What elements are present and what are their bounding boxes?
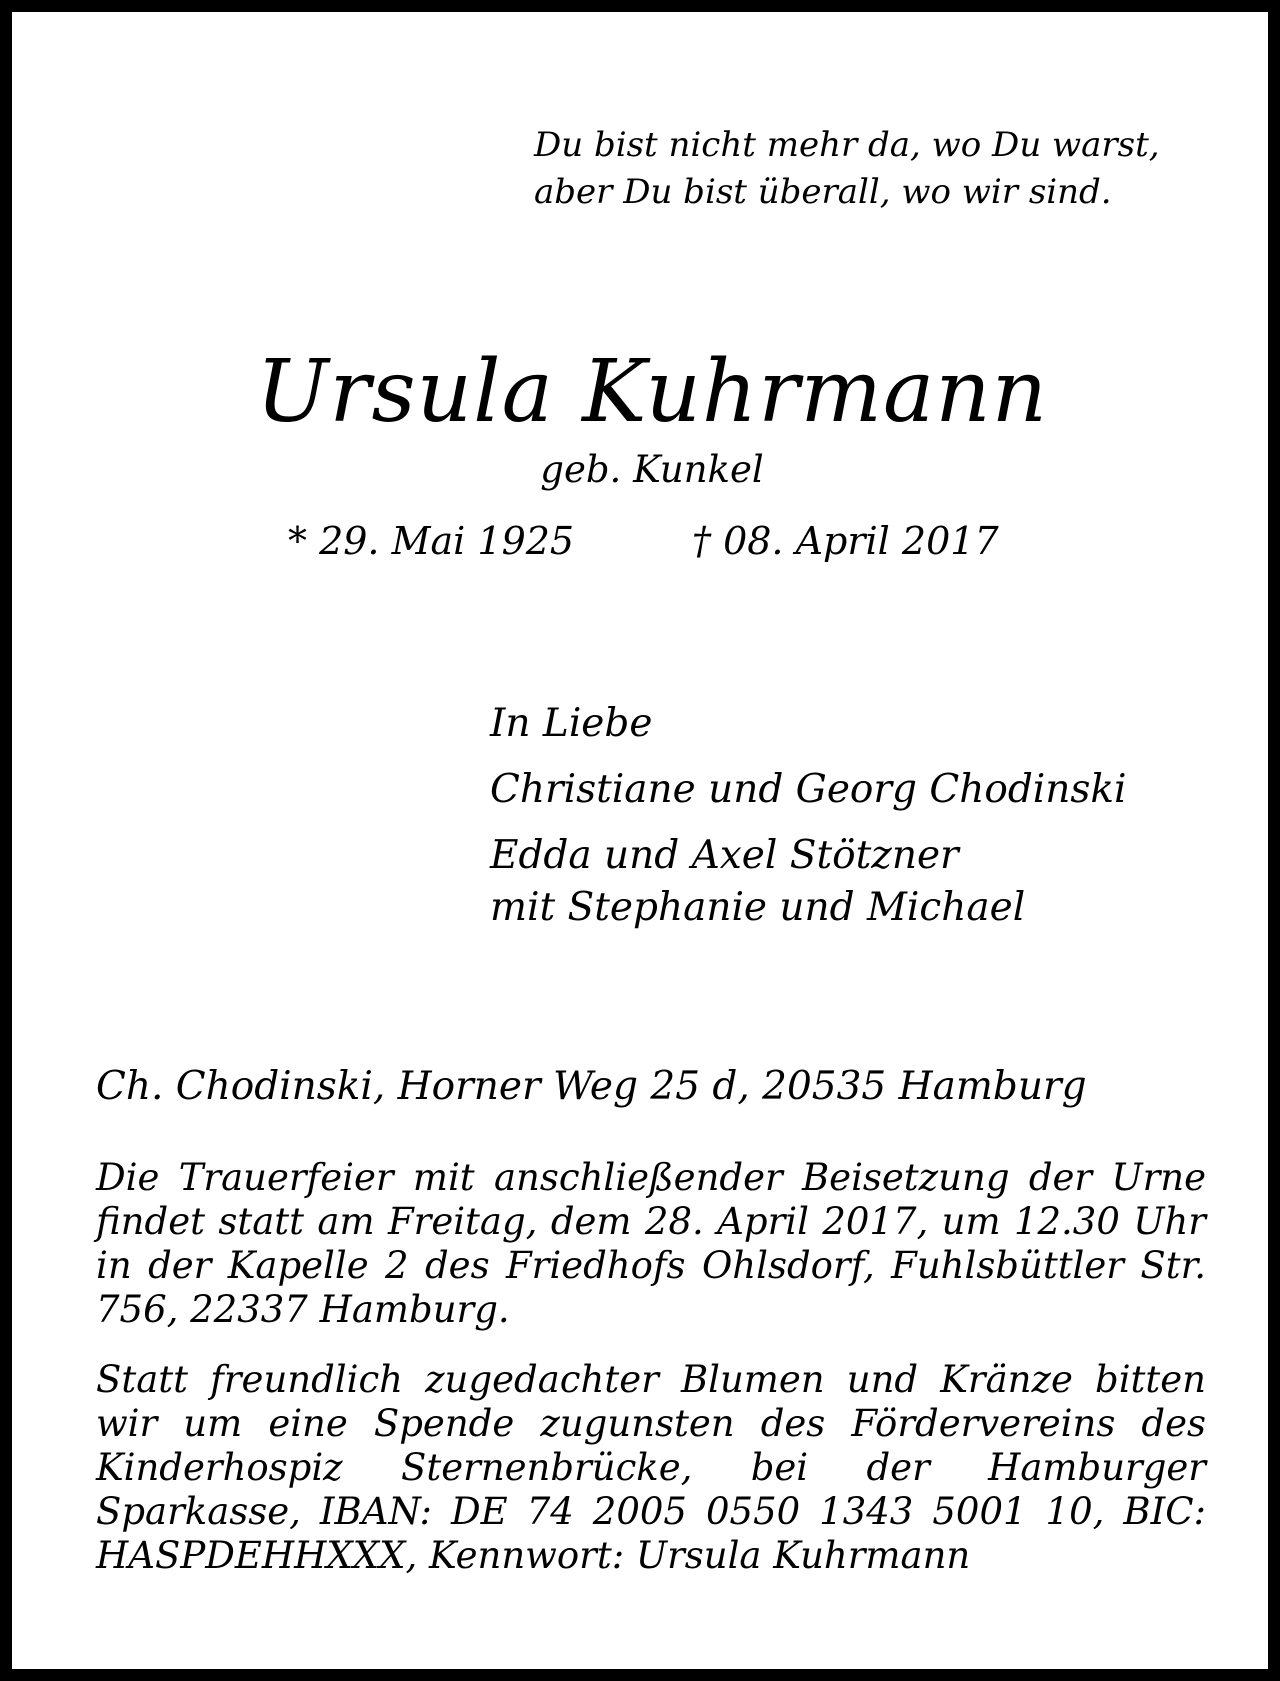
- spacer: [490, 816, 1127, 830]
- maiden-name: geb. Kunkel: [540, 448, 764, 491]
- mourners-intro: In Liebe: [490, 701, 653, 746]
- mourners-line-3: mit Stephanie und Michael: [490, 885, 1026, 930]
- memorial-quote: [534, 122, 1160, 216]
- birth-date: * 29. Mai 1925: [288, 519, 575, 563]
- contact-address: Ch. Chodinski, Horner Weg 25 d, 20535 Hamburg: [96, 1064, 1087, 1109]
- death-date: † 08. April 2017: [692, 519, 999, 563]
- mourners-line-1: Christiane und Georg Chodinski: [490, 767, 1127, 812]
- mourners-block: [490, 698, 1127, 934]
- deceased-name: Ursula Kuhrmann: [255, 342, 1049, 442]
- funeral-notice: Die Trauerfeier mit anschließender Beisetzung der Urne findet statt am Freitag, dem 28. April 2017, um 12.30 Uhr in der Kapelle 2 des Friedhofs Ohlsdorf, Fuhlsbüttler Str. 756, 22337 Hamburg.: [96, 1156, 1206, 1331]
- donation-notice: Statt freundlich zugedachter Blumen und Kränze bitten wir um eine Spende zugunsten des Fördervereins des Kinderhospiz Sternenbrücke, bei der Hamburger Sparkasse, IBAN: DE 74 2005 0550 1343 5001 10, BIC: HASPDEHHXXX, Kennwort: Ursula Kuhrmann: [96, 1358, 1206, 1577]
- quote-line-2: aber Du bist überall, wo wir sind.: [534, 172, 1112, 212]
- quote-line-1: Du bist nicht mehr da, wo Du warst,: [534, 125, 1160, 165]
- mourners-line-2: Edda und Axel Stötzner: [490, 833, 959, 878]
- spacer: [490, 750, 1127, 764]
